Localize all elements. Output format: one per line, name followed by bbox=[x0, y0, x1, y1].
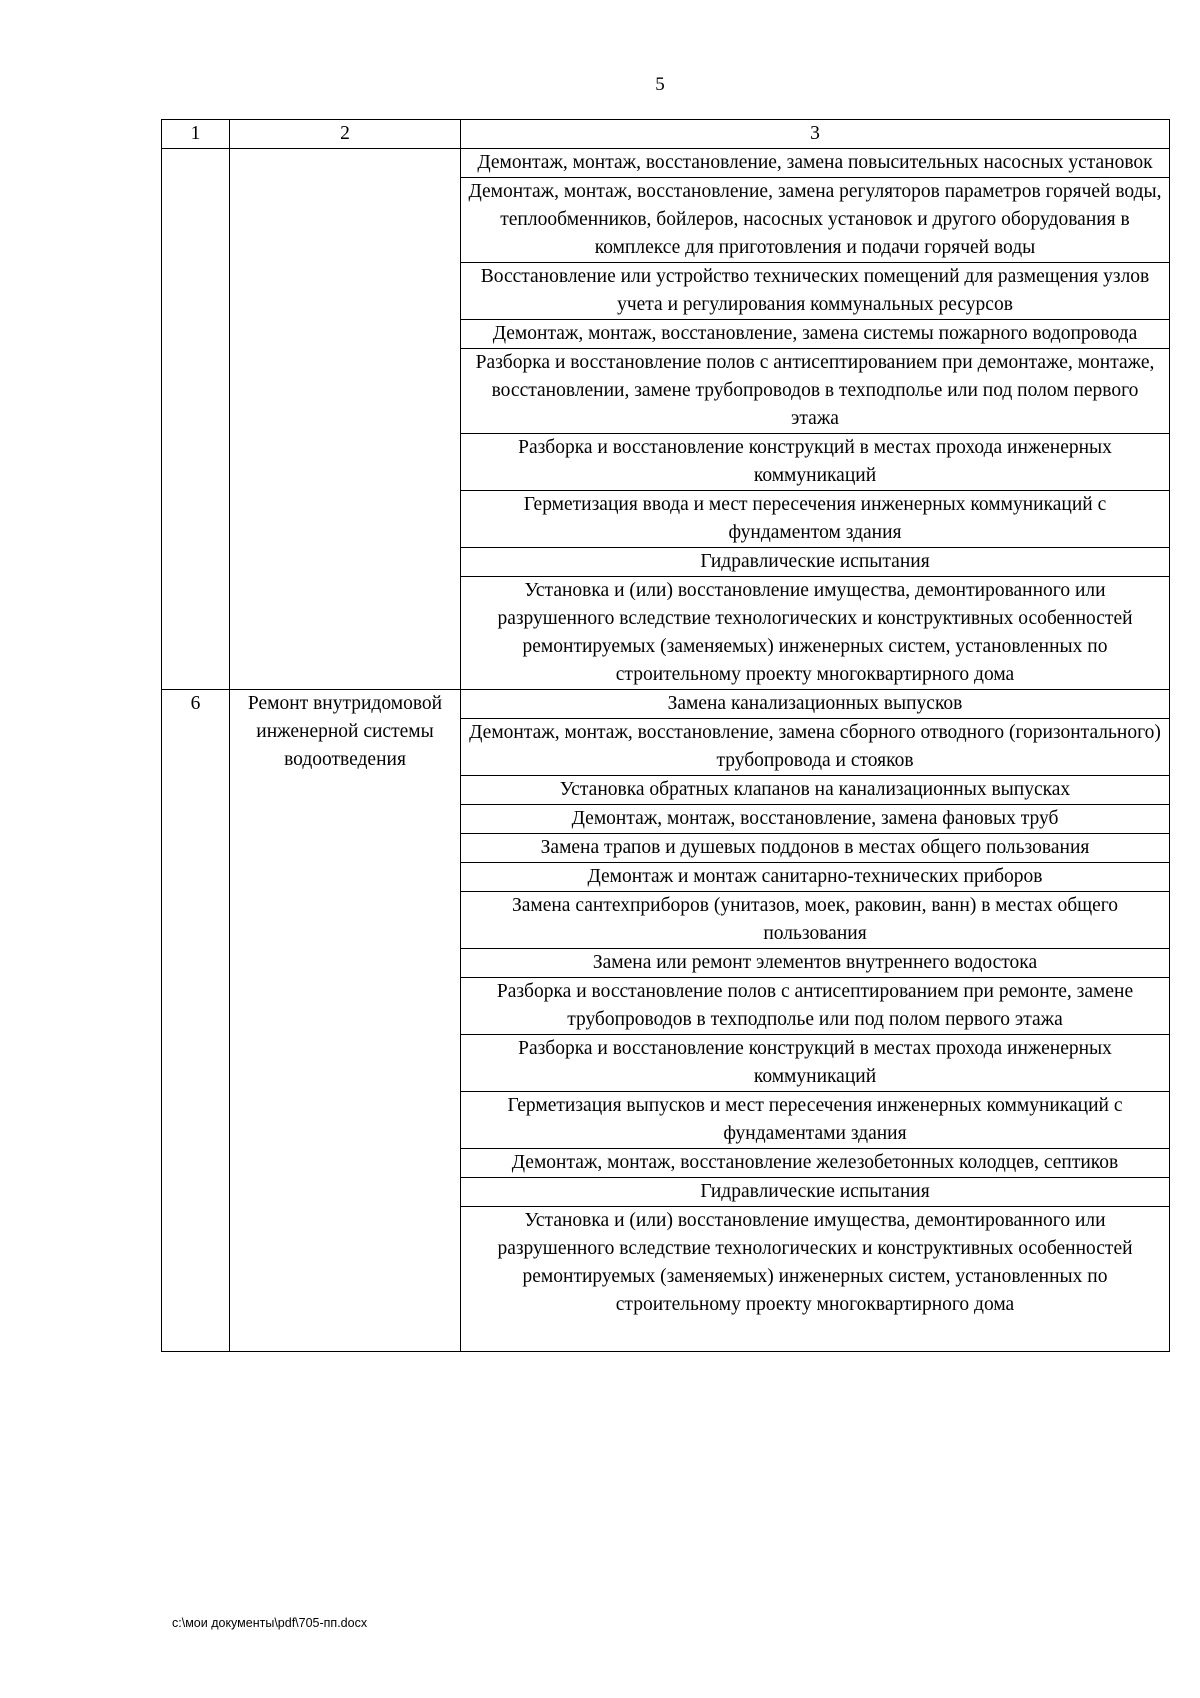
work-cell: Замена сантехприборов (унитазов, моек, раковин, ванн) в местах общего пользования bbox=[461, 892, 1170, 949]
work-cell: Герметизация выпусков и мест пересечения инженерных коммуникаций с фундаментами здания bbox=[461, 1092, 1170, 1149]
works-table bbox=[161, 119, 1170, 1352]
work-cell: Разборка и восстановление конструкций в местах прохода инженерных коммуникаций bbox=[461, 1035, 1170, 1092]
work-cell: Герметизация ввода и мест пересечения инженерных коммуникаций с фундаментом здания bbox=[461, 491, 1170, 548]
prev-number-cell bbox=[162, 149, 230, 690]
page-number: 5 bbox=[655, 74, 665, 95]
prev-title-cell bbox=[230, 149, 461, 690]
work-cell: Установка и (или) восстановление имущества, демонтированного или разрушенного вследствие технологических и конструктивных особенностей ремонтируемых (заменяемых) инженерных систем, установленных по строительному проекту многоквартирного дома bbox=[461, 1207, 1170, 1352]
work-cell: Разборка и восстановление конструкций в местах прохода инженерных коммуникаций bbox=[461, 434, 1170, 491]
work-cell: Демонтаж, монтаж, восстановление, замена сборного отводного (горизонтального) трубопровода и стояков bbox=[461, 719, 1170, 776]
work-cell: Восстановление или устройство технических помещений для размещения узлов учета и регулирования коммунальных ресурсов bbox=[461, 263, 1170, 320]
table-header-row bbox=[162, 120, 1170, 149]
work-cell: Демонтаж, монтаж, восстановление, замена повысительных насосных установок bbox=[461, 149, 1170, 178]
header-col-1: 1 bbox=[162, 120, 230, 149]
work-cell: Разборка и восстановление полов с антисептированием при демонтаже, монтаже, восстановлении, замене трубопроводов в техподполье или под полом первого этажа bbox=[461, 349, 1170, 434]
work-cell: Замена или ремонт элементов внутреннего водостока bbox=[461, 949, 1170, 978]
work-cell: Установка обратных клапанов на канализационных выпусках bbox=[461, 776, 1170, 805]
header-col-2: 2 bbox=[230, 120, 461, 149]
work-cell: Демонтаж, монтаж, восстановление железобетонных колодцев, септиков bbox=[461, 1149, 1170, 1178]
work-cell: Разборка и восстановление полов с антисептированием при ремонте, замене трубопроводов в техподполье или под полом первого этажа bbox=[461, 978, 1170, 1035]
table-row bbox=[162, 149, 1170, 178]
work-cell: Замена канализационных выпусков bbox=[461, 690, 1170, 719]
work-cell: Демонтаж, монтаж, восстановление, замена регуляторов параметров горячей воды, теплообменников, бойлеров, насосных установок и другого оборудования в комплексе для приготовления и подачи горячей воды bbox=[461, 178, 1170, 263]
footer-file-path: c:\мои документы\pdf\705-пп.docx bbox=[172, 1616, 368, 1630]
work-cell: Гидравлические испытания bbox=[461, 548, 1170, 577]
header-col-3: 3 bbox=[461, 120, 1170, 149]
work-cell: Демонтаж, монтаж, восстановление, замена фановых труб bbox=[461, 805, 1170, 834]
work-cell: Гидравлические испытания bbox=[461, 1178, 1170, 1207]
table-row bbox=[162, 690, 1170, 719]
work-cell: Демонтаж и монтаж санитарно-технических приборов bbox=[461, 863, 1170, 892]
work-cell: Установка и (или) восстановление имущества, демонтированного или разрушенного вследствие технологических и конструктивных особенностей ремонтируемых (заменяемых) инженерных систем, установленных по строительному проекту многоквартирного дома bbox=[461, 577, 1170, 690]
work-cell: Демонтаж, монтаж, восстановление, замена системы пожарного водопровода bbox=[461, 320, 1170, 349]
group-6-title: Ремонт внутридомовой инженерной системы водоотведения bbox=[230, 690, 461, 1352]
group-6-number: 6 bbox=[162, 690, 230, 1352]
work-cell: Замена трапов и душевых поддонов в местах общего пользования bbox=[461, 834, 1170, 863]
